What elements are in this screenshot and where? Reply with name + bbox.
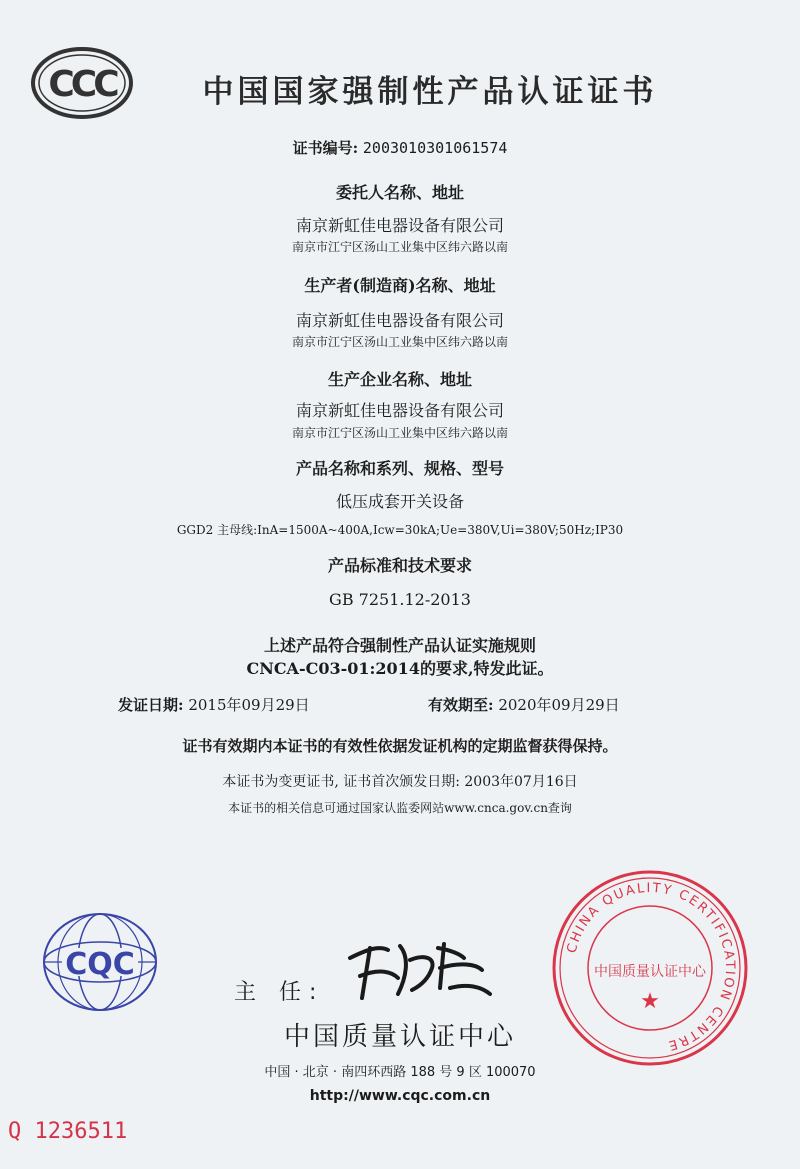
product-heading: 产品名称和系列、规格、型号 bbox=[295, 459, 504, 478]
manufacturer-heading: 生产者(制造商)名称、地址 bbox=[304, 276, 496, 295]
organization-address: 中国 · 北京 · 南四环西路 188 号 9 区 100070 bbox=[264, 1065, 536, 1080]
cqc-logo bbox=[40, 910, 160, 1014]
issue-date bbox=[118, 694, 310, 715]
certificate-number bbox=[0, 137, 800, 158]
seal-star-icon: ★ bbox=[640, 989, 660, 1014]
standard-heading: 产品标准和技术要求 bbox=[327, 556, 472, 575]
applicant-address: 南京市江宁区汤山工业集中区纬六路以南 bbox=[291, 240, 508, 254]
query-note: 本证书的相关信息可通过国家认监委网站www.cnca.gov.cn查询 bbox=[228, 801, 572, 815]
applicant-name: 南京新虹佳电器设备有限公司 bbox=[295, 216, 504, 235]
expiry-date bbox=[428, 694, 620, 715]
serial-value: 1236511 bbox=[34, 1119, 128, 1144]
seal-inner-text: 中国质量认证中心 bbox=[594, 964, 706, 980]
director-signature bbox=[340, 928, 500, 1008]
certificate-number-value: 2003010301061574 bbox=[362, 139, 508, 157]
factory-name: 南京新虹佳电器设备有限公司 bbox=[295, 401, 504, 420]
manufacturer-name: 南京新虹佳电器设备有限公司 bbox=[295, 311, 504, 330]
expiry-date-value: 2020年09月29日 bbox=[498, 696, 620, 714]
serial-number bbox=[8, 1119, 127, 1144]
validity-note: 证书有效期内本证书的有效性依据发证机构的定期监督获得保持。 bbox=[182, 737, 618, 755]
change-note: 本证书为变更证书, 证书首次颁发日期: 2003年07月16日 bbox=[222, 774, 578, 790]
issue-date-label: 发证日期: bbox=[118, 696, 184, 714]
factory-heading: 生产企业名称、地址 bbox=[327, 370, 472, 389]
conformity-line-1: 上述产品符合强制性产品认证实施规则 bbox=[263, 636, 536, 655]
manufacturer-address: 南京市江宁区汤山工业集中区纬六路以南 bbox=[291, 335, 508, 349]
serial-prefix: Q bbox=[8, 1119, 22, 1144]
standard-value: GB 7251.12-2013 bbox=[329, 590, 471, 609]
certificate-title: 中国国家强制性产品认证证书 bbox=[202, 74, 658, 110]
cqc-logo-text: CQC bbox=[65, 947, 135, 982]
conformity-line-2: CNCA-C03-01:2014的要求,特发此证。 bbox=[246, 659, 554, 678]
seal-outer-text: CHINA QUALITY CERTIFICATION CENTRE bbox=[564, 880, 738, 1053]
expiry-date-label: 有效期至: bbox=[428, 696, 494, 714]
ccc-logo-text: CCC bbox=[48, 64, 116, 105]
product-spec: GGD2 主母线:InA=1500A~400A,Icw=30kA;Ue=380V,Ui=380V;50Hz;IP30 bbox=[176, 523, 624, 537]
organization-name: 中国质量认证中心 bbox=[283, 1022, 516, 1052]
certificate-number-label: 证书编号: bbox=[292, 139, 359, 157]
factory-address: 南京市江宁区汤山工业集中区纬六路以南 bbox=[291, 426, 508, 440]
issue-date-value: 2015年09月29日 bbox=[188, 696, 310, 714]
organization-website: http://www.cqc.com.cn bbox=[309, 1088, 491, 1104]
director-label: 主 任: bbox=[234, 980, 325, 1005]
product-name: 低压成套开关设备 bbox=[335, 492, 464, 511]
applicant-heading: 委托人名称、地址 bbox=[335, 183, 464, 202]
